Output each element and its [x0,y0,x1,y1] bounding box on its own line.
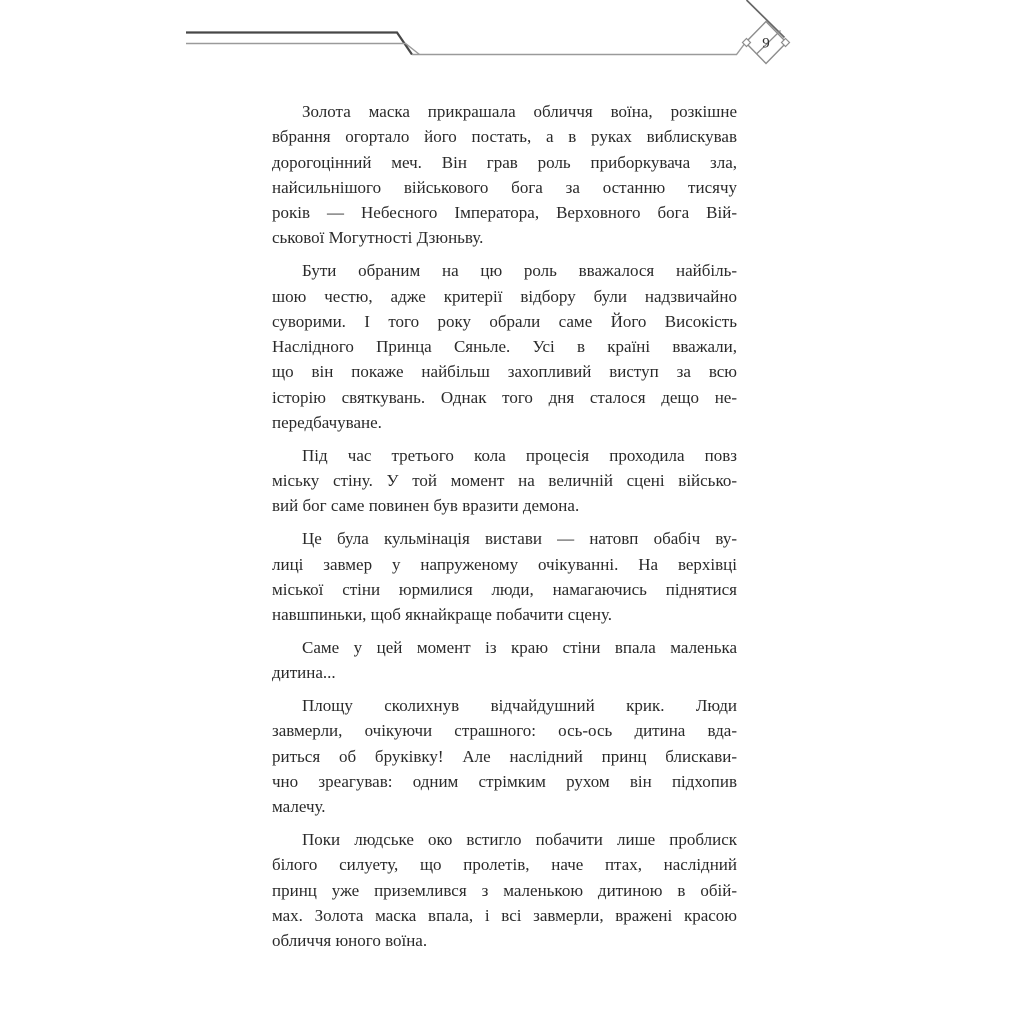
text-line: років — Небесного Імператора, Верховного бога Вій- [272,203,737,223]
header-ornament [0,0,1024,80]
header-rule-right [412,43,746,55]
paragraph [272,258,737,435]
paragraph [272,693,737,819]
text-line: міську стіну. У той момент на величній сцені військо- [272,471,737,491]
text-line: Наслідного Принца Сяньле. Усі в країні вважали, [272,337,737,357]
body-text [272,99,737,954]
text-line: вбрання огортало його постать, а в руках виблискував [272,127,737,147]
text-line: Площу сколихнув відчайдушний крик. Люди [302,696,737,716]
text-line: лиці завмер у напруженому очікуванні. На верхівці [272,554,737,574]
text-line: Бути обраним на цю роль вважалося найбіль- [302,261,737,281]
text-line: що він покаже найбільш захопливий виступ за всю [272,362,737,382]
paragraph [272,443,737,519]
page-number: 9 [762,35,770,52]
text-line: Поки людське око встигло побачити лише проблиск [302,830,737,850]
text-line: Золота маска прикрашала обличчя воїна, розкішне [302,102,737,121]
header-rule-gray [186,44,420,55]
text-line: вий бог саме повинен був вразити демона. [272,496,580,516]
text-line: Саме у цей момент із краю стіни впала маленька [302,637,737,657]
text-line: обличчя юного воїна. [272,931,428,951]
text-line: ськової Могутності Дзюньву. [272,228,484,248]
text-line: передбачуване. [272,413,382,433]
text-line: Під час третього кола процесія проходила повз [302,445,737,465]
text-line: шою честю, адже критерії відбору були надзвичайно [272,286,737,306]
text-line: Це була кульмінація вистави — натовп обабіч ву- [302,529,737,549]
text-line: історію святкувань. Однак того дня сталося дещо не- [272,387,737,407]
text-line: найсильнішого військового бога за останню тисячу [272,177,737,197]
text-line: білого силуету, що пролетів, наче птах, наслідний [272,855,737,875]
text-line: риться об бруківку! Але наслідний принц блискави- [272,746,737,766]
paragraph [272,99,737,251]
text-line: навшпиньки, щоб якнайкраще побачити сцену. [272,605,613,625]
text-line: мах. Золота маска впала, і всі завмерли, вражені красою [272,905,737,925]
text-line: малечу. [272,797,326,817]
text-line: дитина... [272,663,336,683]
text-line: чно зреагував: одним стрімким рухом він підхопив [272,771,737,791]
text-line: суворими. І того року обрали саме Його Високість [272,311,737,331]
text-line: дорогоцінний меч. Він грав роль приборкувача зла, [272,152,737,172]
paragraph [272,526,737,627]
paragraph [272,827,737,953]
text-line: завмерли, очікуючи страшного: ось-ось дитина вда- [272,721,737,741]
text-line: принц уже приземлився з маленькою дитиною в обій- [272,880,737,900]
text-line: міської стіни юрмилися люди, намагаючись піднятися [272,579,737,599]
paragraph [272,635,737,686]
